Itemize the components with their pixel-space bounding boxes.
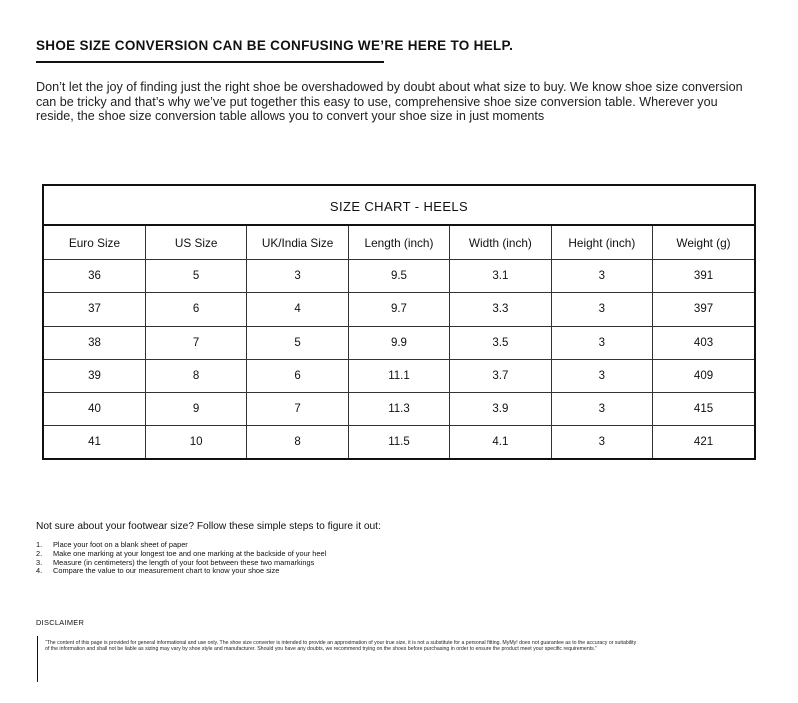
table-cell: 3	[551, 426, 652, 458]
step-number: 3.	[36, 557, 43, 567]
table-row	[44, 293, 754, 326]
table-cell: 3	[551, 393, 652, 426]
table-cell: 5	[145, 260, 246, 293]
table-cell: 6	[145, 293, 246, 326]
table-cell: 9.9	[348, 326, 449, 359]
table-cell: 39	[44, 359, 145, 392]
list-item	[36, 567, 326, 576]
table-cell: 5	[247, 326, 348, 359]
table-cell: 11.1	[348, 359, 449, 392]
step-number: 2.	[36, 548, 43, 558]
table-row	[44, 426, 754, 458]
disclaimer-box	[37, 636, 637, 682]
table-cell: 38	[44, 326, 145, 359]
table-cell: 36	[44, 260, 145, 293]
table-row	[44, 260, 754, 293]
table-cell: 3	[247, 260, 348, 293]
step-number: 1.	[36, 540, 43, 549]
step-text: Compare the value to our measurement chart to know your shoe size	[53, 566, 280, 576]
column-header-width: Width (inch)	[450, 226, 551, 260]
table-cell: 4.1	[450, 426, 551, 458]
step-number: 4.	[36, 566, 43, 576]
table-cell: 3	[551, 359, 652, 392]
column-header-length: Length (inch)	[348, 226, 449, 260]
table-cell: 415	[653, 393, 754, 426]
table-cell: 3.9	[450, 393, 551, 426]
table-cell: 8	[145, 359, 246, 392]
table-cell: 11.3	[348, 393, 449, 426]
column-header-us-size: US Size	[145, 226, 246, 260]
page-heading: SHOE SIZE CONVERSION CAN BE CONFUSING WE’RE HERE TO HELP.	[36, 38, 514, 53]
step-text: Measure (in centimeters) the length of your foot between these two mamarkings	[53, 557, 315, 567]
table-cell: 397	[653, 293, 754, 326]
table-cell: 9.5	[348, 260, 449, 293]
table-cell: 3	[551, 326, 652, 359]
column-header-weight: Weight (g)	[653, 226, 754, 260]
size-chart-table	[44, 226, 754, 458]
table-cell: 403	[653, 326, 754, 359]
table-cell: 10	[145, 426, 246, 458]
steps-list	[36, 541, 326, 576]
table-cell: 3	[551, 260, 652, 293]
disclaimer-title: DISCLAIMER	[36, 618, 85, 627]
table-cell: 4	[247, 293, 348, 326]
intro-paragraph: Don’t let the joy of finding just the right shoe be overshadowed by doubt about what size to buy. We know shoe size conversion can be tricky and that’s why we’ve put together this easy to use, comprehensive shoe size conversion table. Wherever you reside, the shoe size conversion table allows you to convert your shoe size in just moments	[36, 80, 743, 124]
table-cell: 3	[551, 293, 652, 326]
column-header-uk-india-size: UK/India Size	[247, 226, 348, 260]
size-chart	[42, 184, 756, 460]
table-row	[44, 359, 754, 392]
table-header-row	[44, 226, 754, 260]
table-cell: 9.7	[348, 293, 449, 326]
table-cell: 11.5	[348, 426, 449, 458]
heading-underline	[36, 61, 384, 63]
table-cell: 391	[653, 260, 754, 293]
table-cell: 8	[247, 426, 348, 458]
table-row	[44, 393, 754, 426]
table-cell: 7	[247, 393, 348, 426]
step-text: Place your foot on a blank sheet of paper	[53, 540, 188, 549]
table-cell: 7	[145, 326, 246, 359]
table-cell: 6	[247, 359, 348, 392]
table-cell: 3.7	[450, 359, 551, 392]
table-cell: 421	[653, 426, 754, 458]
table-cell: 37	[44, 293, 145, 326]
column-header-euro-size: Euro Size	[44, 226, 145, 260]
table-cell: 3.5	[450, 326, 551, 359]
step-text: Make one marking at your longest toe and one marking at the backside of your heel	[53, 548, 327, 558]
table-cell: 3.3	[450, 293, 551, 326]
table-cell: 409	[653, 359, 754, 392]
column-header-height: Height (inch)	[551, 226, 652, 260]
table-cell: 9	[145, 393, 246, 426]
table-cell: 40	[44, 393, 145, 426]
steps-title: Not sure about your footwear size? Follow these simple steps to figure it out:	[36, 521, 381, 532]
table-cell: 3.1	[450, 260, 551, 293]
table-row	[44, 326, 754, 359]
size-chart-title: SIZE CHART - HEELS	[44, 186, 754, 226]
disclaimer-text: “The content of this page is provided for general informational and use only. The shoe size converter is intended to provide an approximation of your true size, it is not a substitute for a personal fitting. MyMy! does not guarantee as to the accuracy or suitability of the information and shall not be liable as sizing may vary by shoe style and manufacturer. Should you have any doubts, we recommend trying on the shoes before purchasing in order to ensure the product meet your specific requirements.”	[45, 640, 637, 653]
table-cell: 41	[44, 426, 145, 458]
